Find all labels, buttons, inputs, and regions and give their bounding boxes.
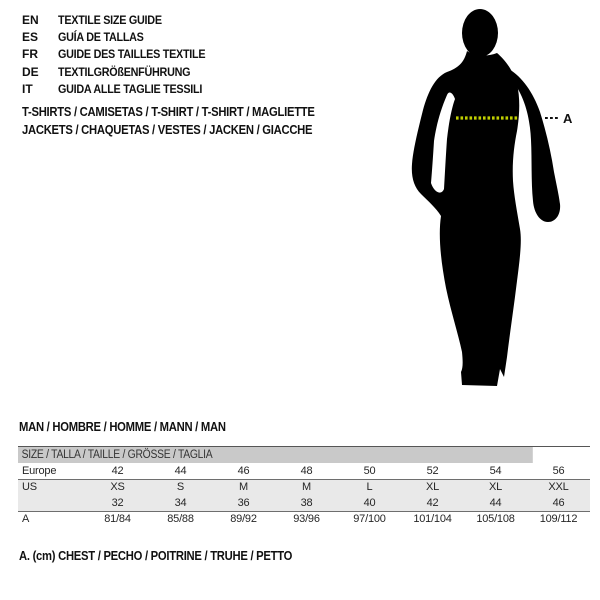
size-cell: L — [366, 481, 373, 494]
size-cell: 97/100 — [353, 513, 386, 526]
language-guide-list — [22, 11, 222, 98]
size-cell: 105/108 — [476, 513, 515, 526]
size-cell: XL — [488, 481, 503, 494]
size-cell: XL — [425, 481, 440, 494]
size-cell: 36 — [237, 496, 250, 509]
size-cell: M — [239, 481, 248, 494]
category-line-tshirts: T-SHIRTS / CAMISETAS / T-SHIRT / T-SHIRT / MAGLIETTE — [22, 105, 315, 119]
language-row — [22, 81, 222, 98]
man-silhouette — [400, 0, 600, 400]
size-cell: 44 — [174, 464, 187, 477]
silhouette-head — [462, 9, 498, 57]
size-cell: 50 — [363, 464, 376, 477]
language-title: TEXTILE SIZE GUIDE — [58, 12, 162, 27]
size-cell: 46 — [237, 464, 250, 477]
language-code: EN — [22, 12, 39, 27]
size-cell: 101/104 — [413, 513, 452, 526]
size-cell: 44 — [489, 496, 502, 509]
silhouette-body — [412, 51, 521, 386]
language-code: DE — [22, 64, 39, 79]
section-title-man: MAN / HOMBRE / HOMME / MANN / MAN — [19, 420, 226, 434]
footnote-chest-measure: A. (cm) CHEST / PECHO / POITRINE / TRUHE / PETTO — [19, 549, 293, 563]
size-cell: 42 — [111, 464, 124, 477]
language-row — [22, 11, 222, 28]
table-row-us-numeric — [18, 495, 590, 511]
category-lines — [22, 105, 347, 141]
size-cell: XXL — [548, 481, 569, 494]
size-cell: 54 — [489, 464, 502, 477]
measure-label-a: A — [563, 111, 573, 126]
table-row-europe — [18, 463, 590, 479]
size-table — [18, 446, 590, 527]
size-cell: 109/112 — [539, 513, 578, 526]
size-cell: XS — [110, 481, 125, 494]
size-cell: 46 — [552, 496, 565, 509]
size-cell: 93/96 — [293, 513, 320, 526]
size-cell: 34 — [174, 496, 187, 509]
table-row-us — [18, 479, 590, 496]
size-table-header: SIZE / TALLA / TAILLE / GRÖSSE / TAGLIA — [18, 447, 533, 463]
size-cell: 38 — [300, 496, 313, 509]
row-label: US — [22, 481, 37, 494]
size-cell: 40 — [363, 496, 376, 509]
man-silhouette-figure — [400, 0, 600, 400]
size-cell: 81/84 — [104, 513, 131, 526]
row-label: Europe — [22, 464, 57, 477]
size-cell: 32 — [111, 496, 124, 509]
language-title: GUIDE DES TAILLES TEXTILE — [58, 47, 206, 62]
size-cell: S — [176, 481, 185, 494]
language-title: GUÍA DE TALLAS — [58, 30, 144, 45]
category-line-jackets: JACKETS / CHAQUETAS / VESTES / JACKEN / GIACCHE — [22, 123, 313, 137]
size-cell: 42 — [426, 496, 439, 509]
language-title: TEXTILGRÖßENFÜHRUNG — [58, 64, 191, 79]
size-cell: 52 — [426, 464, 439, 477]
language-row — [22, 46, 222, 63]
size-cell: 85/88 — [167, 513, 194, 526]
language-title: GUIDA ALLE TAGLIE TESSILI — [58, 82, 203, 97]
language-row — [22, 63, 222, 80]
size-cell: M — [302, 481, 311, 494]
language-row — [22, 28, 222, 45]
language-code: IT — [22, 82, 33, 97]
size-cell: 89/92 — [230, 513, 257, 526]
table-row-a-chest — [18, 511, 590, 528]
size-cell: 56 — [552, 464, 565, 477]
language-code: ES — [22, 30, 39, 45]
language-code: FR — [22, 47, 38, 62]
size-cell: 48 — [300, 464, 313, 477]
row-label: A — [22, 513, 30, 526]
